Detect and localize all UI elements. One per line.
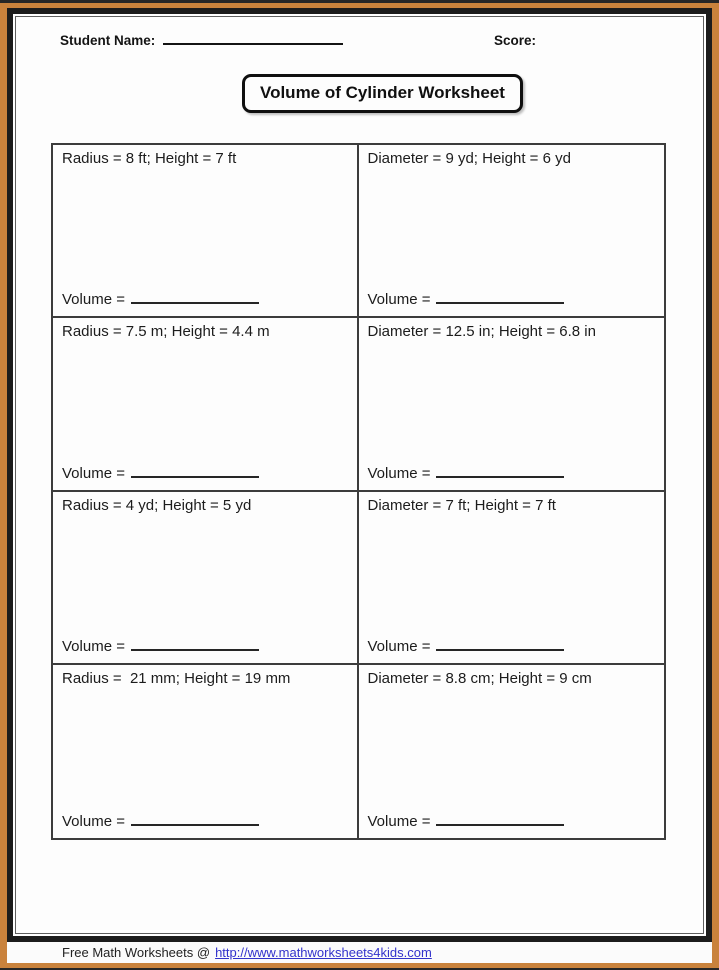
problem-given: Radius = 7.5 m; Height = 4.4 m [62,323,270,341]
answer-blank-line [436,301,564,304]
volume-label: Volume = [367,813,431,830]
student-name-blank-line [163,42,343,45]
worksheet-title: Volume of Cylinder Worksheet [242,74,523,113]
problem-given: Radius = 21 mm; Height = 19 mm [62,669,291,687]
score-label: Score: [494,33,537,48]
problem-given: Diameter = 8.8 cm; Height = 9 cm [367,669,592,687]
answer-blank-line [436,475,564,478]
student-name-label: Student Name: [60,33,156,48]
volume-answer-row [368,638,657,655]
problem-cell-1 [53,145,359,318]
volume-answer-row [62,638,349,655]
problem-cell-6 [359,492,665,665]
volume-label: Volume = [367,637,431,655]
volume-label: Volume = [62,464,125,482]
problem-cell-3 [53,318,359,491]
paper-frame [7,8,712,942]
problem-cell-7 [53,665,359,838]
volume-label: Volume = [62,813,125,830]
problem-given: Radius = 8 ft; Height = 7 ft [62,150,237,167]
paper-content [15,16,704,934]
volume-answer-row [62,291,349,308]
problems-table [51,143,666,840]
problem-cell-8 [359,665,665,838]
problem-given: Diameter = 7 ft; Height = 7 ft [367,496,556,514]
answer-blank-line [436,823,564,826]
volume-answer-row [368,465,657,482]
volume-answer-row [368,291,657,308]
problem-cell-4 [359,318,665,491]
volume-label: Volume = [367,291,431,309]
problem-given: Radius = 4 yd; Height = 5 yd [62,496,252,514]
volume-answer-row [368,813,657,830]
problem-cell-2 [359,145,665,318]
answer-blank-line [436,648,564,651]
volume-label: Volume = [367,464,431,482]
problem-given: Diameter = 9 yd; Height = 6 yd [367,150,571,167]
volume-label: Volume = [62,637,125,655]
answer-blank-line [131,823,259,826]
answer-blank-line [131,475,259,478]
footer-website-link[interactable]: http://www.mathworksheets4kids.com [215,945,432,960]
footer-credit-text: Free Math Worksheets @ [62,945,211,960]
volume-answer-row [62,813,349,830]
student-name-row [60,33,343,48]
answer-blank-line [131,648,259,651]
problem-cell-5 [53,492,359,665]
volume-label: Volume = [62,291,125,309]
problem-given: Diameter = 12.5 in; Height = 6.8 in [367,323,596,341]
answer-blank-line [131,301,259,304]
volume-answer-row [62,465,349,482]
footer [7,942,712,963]
